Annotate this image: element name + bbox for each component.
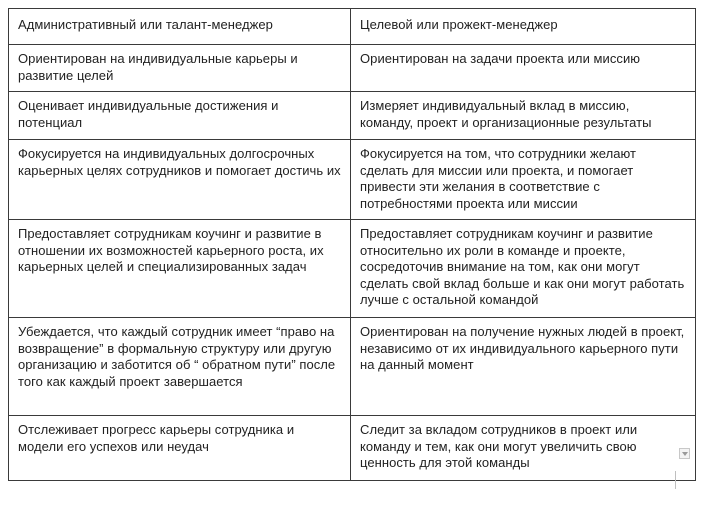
table-body <box>9 45 696 481</box>
table-cell-project: Фокусируется на том, что сотрудники желают сделать для миссии или проекта, и помогает привести эти желания в соответствие с потребностями проекта или миссии <box>351 140 696 220</box>
table-row <box>9 416 696 481</box>
table-cell-admin: Фокусируется на индивидуальных долгосрочных карьерных целях сотрудников и помогает достичь их <box>9 140 351 220</box>
table-cell-project: Следит за вкладом сотрудников в проект или команду и тем, как они могут увеличить свою ценность для этой команды <box>351 416 696 481</box>
header-admin-manager: Административный или талант-менеджер <box>9 9 351 45</box>
table-row <box>9 220 696 318</box>
table-cell-admin: Оценивает индивидуальные достижения и потенциал <box>9 92 351 140</box>
scroll-down-arrow-icon[interactable] <box>679 448 690 459</box>
table-row <box>9 92 696 140</box>
table-header <box>9 9 696 45</box>
table-cell-admin: Предоставляет сотрудникам коучинг и развитие в отношении их возможностей карьерного роста, их карьерных целей и специализированных задач <box>9 220 351 318</box>
table-row <box>9 140 696 220</box>
table-row <box>9 318 696 416</box>
table-row <box>9 45 696 92</box>
comparison-table <box>8 8 696 481</box>
header-project-manager: Целевой или прожект-менеджер <box>351 9 696 45</box>
table-cell-admin: Ориентирован на индивидуальные карьеры и развитие целей <box>9 45 351 92</box>
table-cell-project: Ориентирован на задачи проекта или миссию <box>351 45 696 92</box>
table-cell-project: Ориентирован на получение нужных людей в проект, независимо от их индивидуального карьерного пути на данный момент <box>351 318 696 416</box>
header-row <box>9 9 696 45</box>
table-cell-admin: Отслеживает прогресс карьеры сотрудника и модели его успехов или неудач <box>9 416 351 481</box>
table-cell-admin: Убеждается, что каждый сотрудник имеет “право на возвращение” в формальную структуру или другую организацию и заботится об “ обратном пути” после того как каждый проект завершается <box>9 318 351 416</box>
table-cell-project: Предоставляет сотрудникам коучинг и развитие относительно их роли в команде и проекте, сосредоточив внимание на том, как они могут сделать свой вклад больше и как они могут работать лучше с остальной командой <box>351 220 696 318</box>
table-cell-project: Измеряет индивидуальный вклад в миссию, команду, проект и организационные результаты <box>351 92 696 140</box>
text-cursor <box>675 471 676 489</box>
